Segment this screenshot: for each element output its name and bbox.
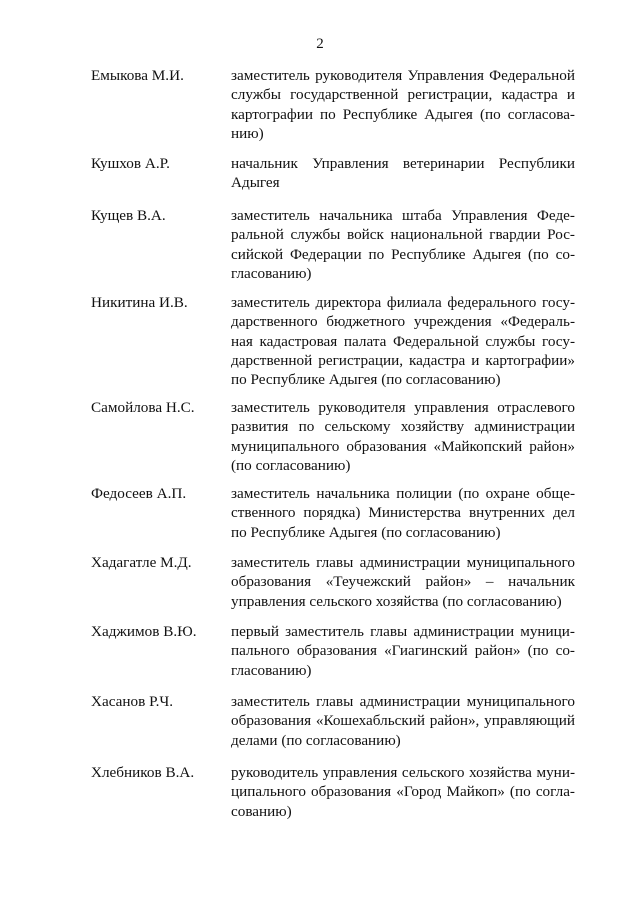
- person-position: [231, 553, 575, 611]
- person-name: Федосеев А.П.: [91, 485, 187, 502]
- position-line: делами (по согласованию): [231, 731, 401, 749]
- position-line: ная кадастровая палата Федеральной службы госу-: [231, 332, 575, 350]
- person-position: [231, 692, 575, 750]
- position-line: дарственной регистрации, кадастра и картографии»: [231, 351, 575, 369]
- position-line: по Республике Адыгея (по согласованию): [231, 523, 501, 541]
- position-line: ственного порядка) Министерства внутренних дел: [231, 504, 575, 522]
- position-line: управления сельского хозяйства (по согласованию): [231, 592, 562, 610]
- position-line: образования «Теучежский район» – начальник: [231, 573, 575, 591]
- position-line: развития по сельскому хозяйству администрации: [231, 418, 575, 436]
- position-line: заместитель главы администрации муниципального: [231, 693, 575, 710]
- position-line: гласованию): [231, 661, 312, 679]
- person-name: Емыкова М.И.: [91, 67, 184, 84]
- position-line: сийской Федерации по Республике Адыгея (по со-: [231, 245, 575, 263]
- position-line: ципального образования «Город Майкоп» (по согла-: [231, 783, 575, 801]
- person-name: Самойлова Н.С.: [91, 399, 195, 416]
- position-line: картографии по Республике Адыгея (по согласова-: [231, 105, 575, 123]
- position-line: службы государственной регистрации, кадастра и: [231, 86, 575, 104]
- position-line: заместитель директора филиала федерального госу-: [231, 294, 575, 311]
- position-line: заместитель руководителя управления отраслевого: [231, 399, 575, 416]
- position-line: по Республике Адыгея (по согласованию): [231, 371, 501, 389]
- position-line: муниципального образования «Майкопский район»: [231, 437, 575, 455]
- position-line: руководитель управления сельского хозяйства муни-: [231, 764, 575, 781]
- position-line: ральной службы войск национальной гвардии Рос-: [231, 226, 575, 244]
- position-line: гласованию): [231, 264, 312, 282]
- person-position: [231, 484, 575, 542]
- position-line: Адыгея: [231, 174, 280, 192]
- position-line: дарственного бюджетного учреждения «Федераль-: [231, 313, 575, 331]
- position-line: заместитель начальника штаба Управления Феде-: [231, 207, 575, 224]
- person-name: Хадагатле М.Д.: [91, 554, 192, 571]
- person-name: Кущев В.А.: [91, 207, 166, 224]
- person-position: [231, 398, 575, 475]
- position-line: (по согласованию): [231, 456, 351, 474]
- person-position: [231, 66, 575, 143]
- position-line: нию): [231, 124, 264, 142]
- person-position: [231, 622, 575, 680]
- position-line: первый заместитель главы администрации муници-: [231, 623, 575, 640]
- person-name: Хаджимов В.Ю.: [91, 623, 197, 640]
- page-number: 2: [316, 36, 324, 52]
- person-position: [231, 763, 575, 821]
- position-line: заместитель начальника полиции (по охране обще-: [231, 485, 575, 502]
- person-position: [231, 293, 575, 389]
- position-line: заместитель руководителя Управления Федеральной: [231, 67, 575, 84]
- person-position: [231, 154, 575, 193]
- position-line: образования «Кошехабльский район», управляющий: [231, 712, 575, 730]
- position-line: пального образования «Гиагинский район» (по со-: [231, 642, 575, 660]
- position-line: заместитель главы администрации муниципального: [231, 554, 575, 571]
- position-line: сованию): [231, 802, 292, 820]
- person-name: Хлебников В.А.: [91, 764, 195, 781]
- person-position: [231, 206, 575, 283]
- person-name: Никитина И.В.: [91, 294, 188, 311]
- position-line: начальник Управления ветеринарии Республики: [231, 155, 575, 172]
- person-name: Кушхов А.Р.: [91, 155, 170, 172]
- person-name: Хасанов Р.Ч.: [91, 693, 174, 710]
